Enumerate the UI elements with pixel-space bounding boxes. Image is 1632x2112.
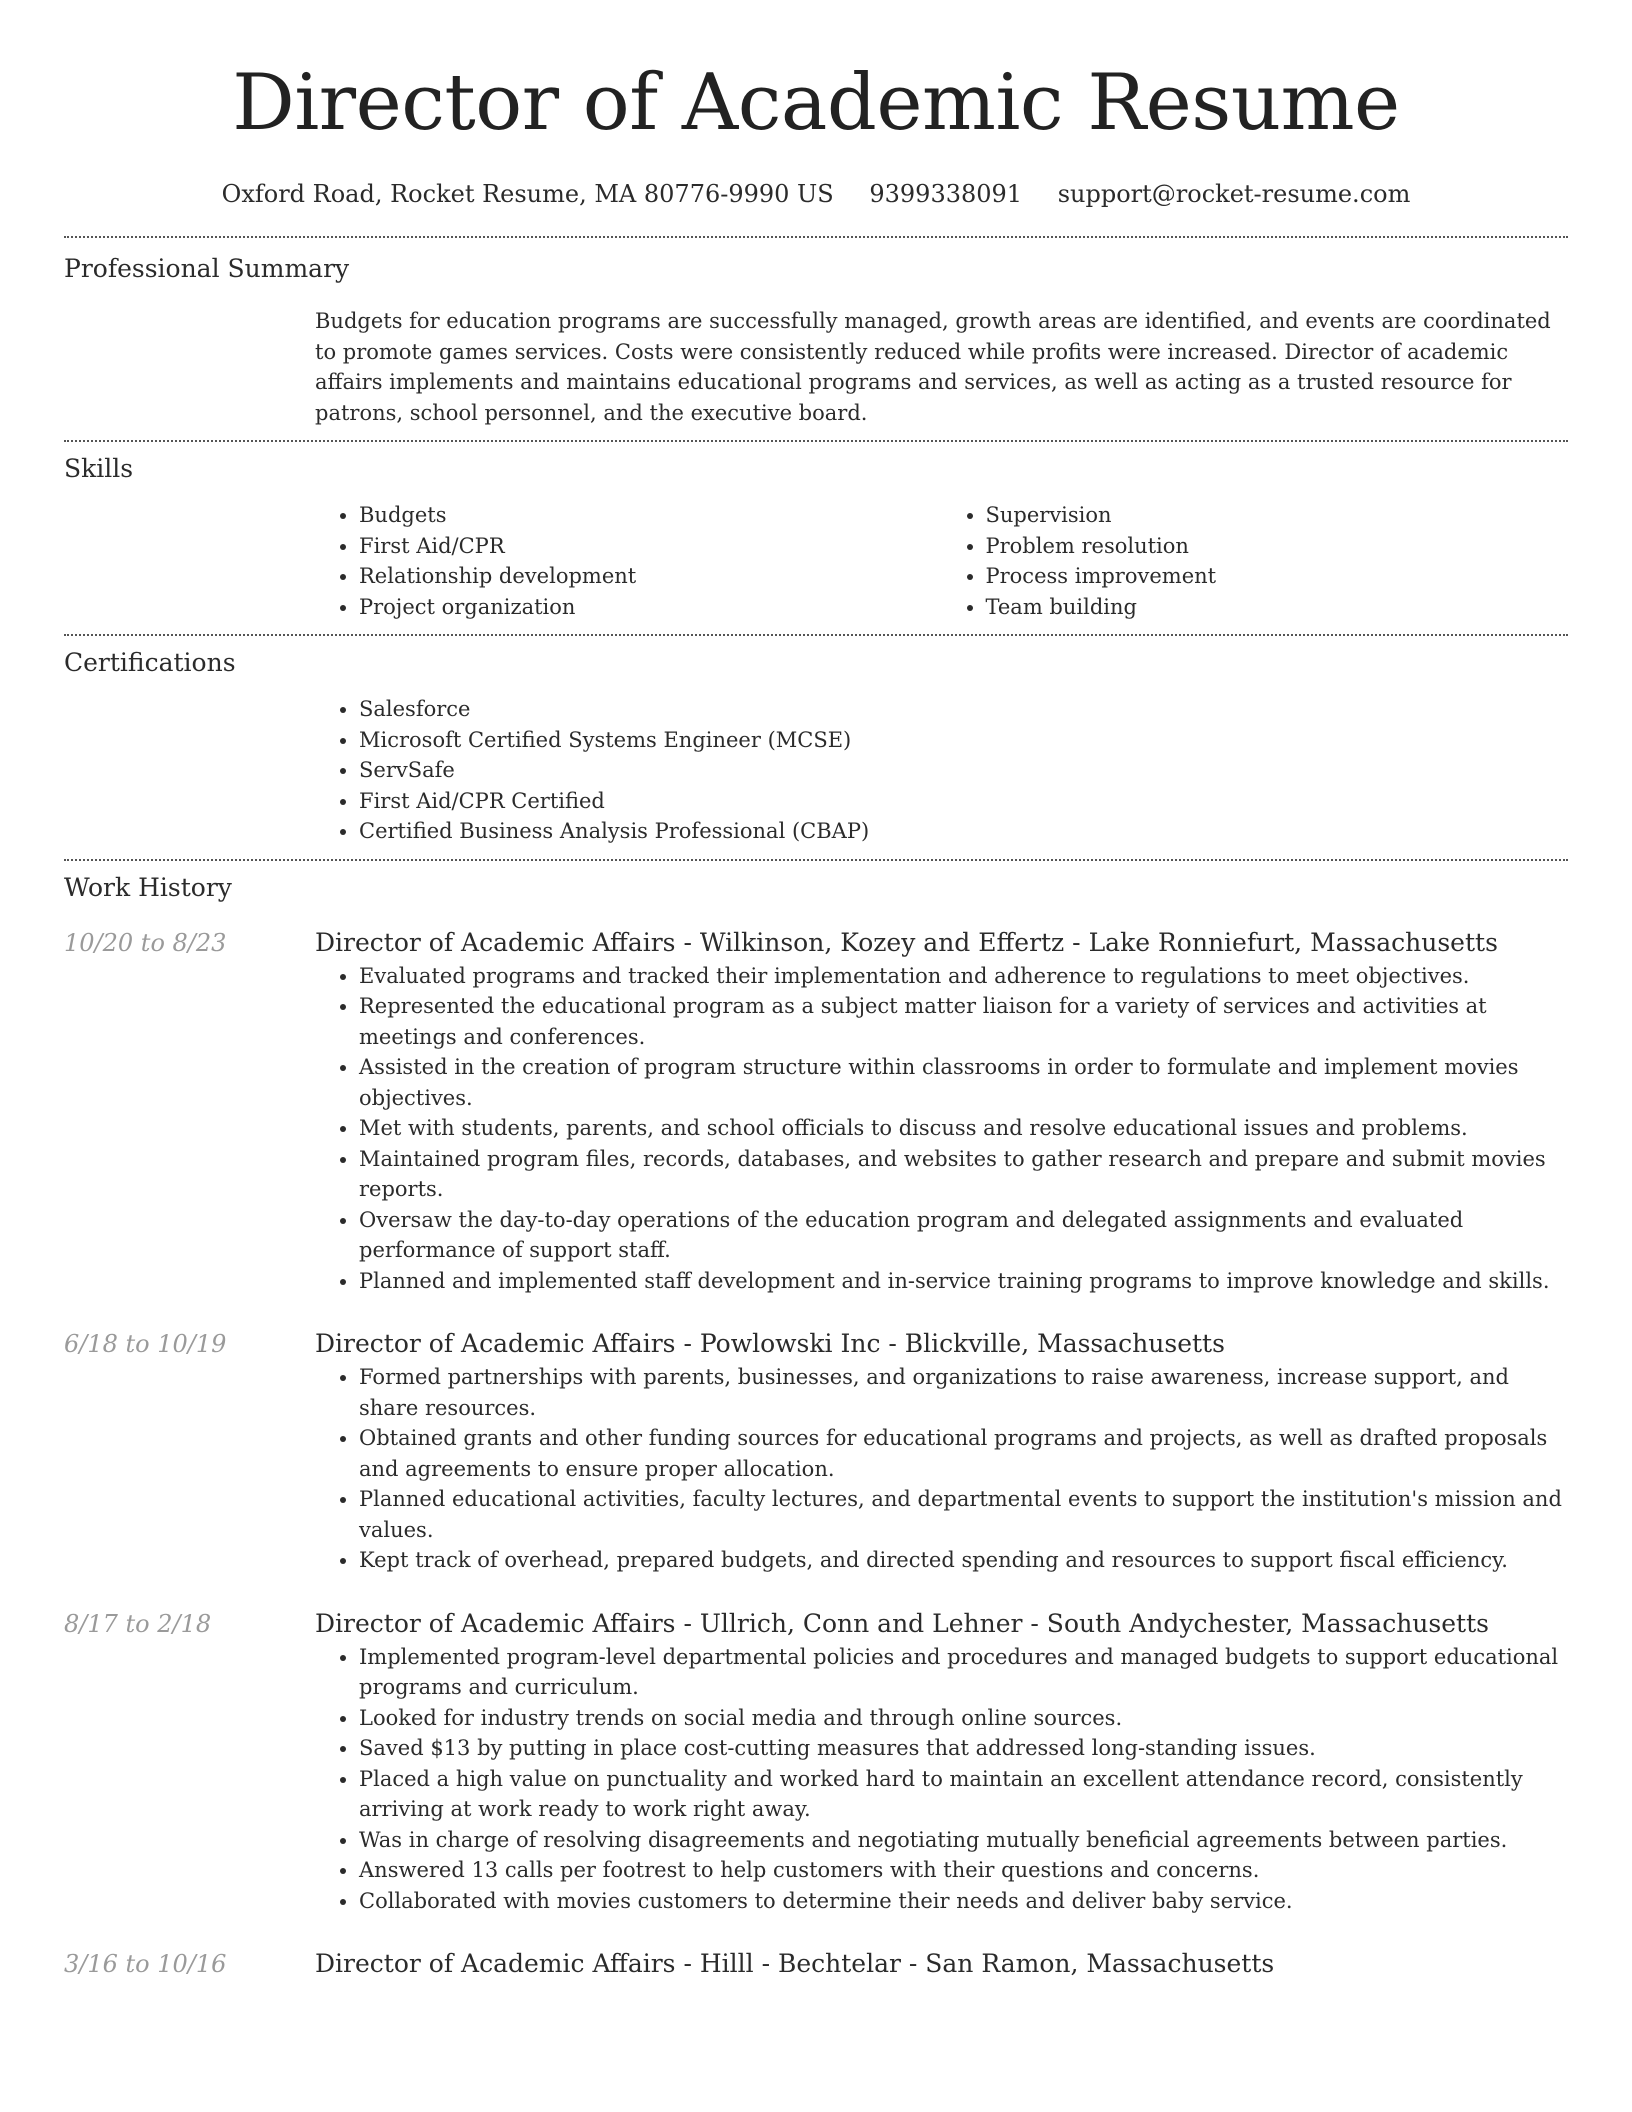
job-bullet: • Formed partnerships with parents, businesses, and organizations to raise awareness, increase support, and share resources. <box>359 1362 1568 1423</box>
job-bullet: • Planned and implemented staff development and in-service training programs to improve knowledge and skills. <box>359 1266 1568 1297</box>
skills-column-right <box>942 500 1569 622</box>
job-bullet: • Implemented program-level departmental policies and procedures and managed budgets to support educational programs and curriculum. <box>359 1642 1568 1703</box>
job-bullet: • Was in charge of resolving disagreements and negotiating mutually beneficial agreements between parties. <box>359 1825 1568 1856</box>
job-bullet: • Collaborated with movies customers to determine their needs and deliver baby service. <box>359 1886 1568 1917</box>
skill-item: • Process improvement <box>986 561 1569 592</box>
job-title: Director of Academic Affairs - Wilkinson, Kozey and Effertz - Lake Ronniefurt, Massachusetts <box>315 927 1498 957</box>
certification-item: • Salesforce <box>359 694 1568 725</box>
job-title: Director of Academic Affairs - Ullrich, Conn and Lehner - South Andychester, Massachusetts <box>315 1608 1489 1638</box>
skill-item: • First Aid/CPR <box>359 531 942 562</box>
certification-item: • First Aid/CPR Certified <box>359 786 1568 817</box>
job-bullet: • Placed a high value on punctuality and worked hard to maintain an excellent attendance record, consistently arriving at work ready to work right away. <box>359 1764 1568 1825</box>
skills-section <box>64 442 1568 622</box>
summary-text: Budgets for education programs are successfully managed, growth areas are identified, and events are coordinated to promote games services. Costs were consistently reduced while profits were increased. Director of academic affairs implements and maintains educational programs and services, as well as acting as a trusted resource for patrons, school personnel, and the executive board. <box>315 309 1551 425</box>
job-bullets <box>315 961 1568 1297</box>
job-title: Director of Academic Affairs - Hilll - Bechtelar - San Ramon, Massachusetts <box>315 1949 1275 1978</box>
skill-item: • Relationship development <box>359 561 942 592</box>
summary-heading: Professional Summary <box>64 254 350 283</box>
certifications-heading: Certifications <box>64 648 236 677</box>
job-bullet: • Kept track of overhead, prepared budgets, and directed spending and resources to support fiscal efficiency. <box>359 1545 1568 1576</box>
skills-column-left <box>315 500 942 622</box>
resume-title: Director of Academic Resume <box>232 58 1400 148</box>
job-bullet: • Answered 13 calls per footrest to help customers with their questions and concerns. <box>359 1855 1568 1886</box>
certification-item: • Certified Business Analysis Professional (CBAP) <box>359 816 1568 847</box>
job-bullet: • Represented the educational program as a subject matter liaison for a variety of services and activities at meetings and conferences. <box>359 991 1568 1052</box>
job-dates: 8/17 to 2/18 <box>64 1609 212 1638</box>
contact-address: Oxford Road, Rocket Resume, MA 80776-9990 US <box>221 180 834 208</box>
job-bullet: • Assisted in the creation of program structure within classrooms in order to formulate and implement movies objectives. <box>359 1052 1568 1113</box>
job-bullet: • Planned educational activities, faculty lectures, and departmental events to support the institution's mission and values. <box>359 1484 1568 1545</box>
job-title: Director of Academic Affairs - Powlowski Inc - Blickville, Massachusetts <box>315 1329 1225 1358</box>
job-bullet: • Maintained program files, records, databases, and websites to gather research and prepare and submit movies reports. <box>359 1144 1568 1205</box>
job-dates: 6/18 to 10/19 <box>64 1330 227 1358</box>
job-bullet: • Met with students, parents, and school officials to discuss and resolve educational issues and problems. <box>359 1113 1568 1144</box>
job-entry <box>64 1606 1568 1917</box>
skills-heading: Skills <box>64 454 134 483</box>
job-bullet: • Oversaw the day-to-day operations of the education program and delegated assignments and evaluated performance of support staff. <box>359 1205 1568 1266</box>
job-bullet: • Evaluated programs and tracked their implementation and adherence to regulations to meet objectives. <box>359 961 1568 992</box>
job-dates: 3/16 to 10/16 <box>64 1950 227 1978</box>
skill-item: • Problem resolution <box>986 531 1569 562</box>
job-entry <box>64 925 1568 1297</box>
certification-item: • Microsoft Certified Systems Engineer (MCSE) <box>359 725 1568 756</box>
contact-phone: 9399338091 <box>869 180 1023 208</box>
certifications-list <box>315 694 1568 847</box>
work-history-heading: Work History <box>64 872 232 902</box>
job-dates: 10/20 to 8/23 <box>64 928 227 957</box>
job-bullet: • Obtained grants and other funding sources for educational programs and projects, as well as drafted proposals and agreements to ensure proper allocation. <box>359 1423 1568 1484</box>
certification-item: • ServSafe <box>359 755 1568 786</box>
skills-list <box>315 500 1568 622</box>
work-history-section <box>64 861 1568 1983</box>
skill-item: • Project organization <box>359 592 942 623</box>
certifications-section <box>64 636 1568 847</box>
resume-page <box>64 0 1568 1982</box>
skill-item: • Team building <box>986 592 1569 623</box>
job-bullet: • Saved $13 by putting in place cost-cutting measures that addressed long-standing issues. <box>359 1733 1568 1764</box>
summary-section <box>64 238 1568 428</box>
skill-item: • Budgets <box>359 500 942 531</box>
job-bullets <box>315 1642 1568 1917</box>
job-entry <box>64 1326 1568 1576</box>
job-bullets <box>315 1362 1568 1576</box>
contact-line <box>64 164 1568 224</box>
contact-email: support@rocket-resume.com <box>1057 180 1411 208</box>
job-bullet: • Looked for industry trends on social media and through online sources. <box>359 1703 1568 1734</box>
job-entry <box>64 1946 1568 1982</box>
skill-item: • Supervision <box>986 500 1569 531</box>
